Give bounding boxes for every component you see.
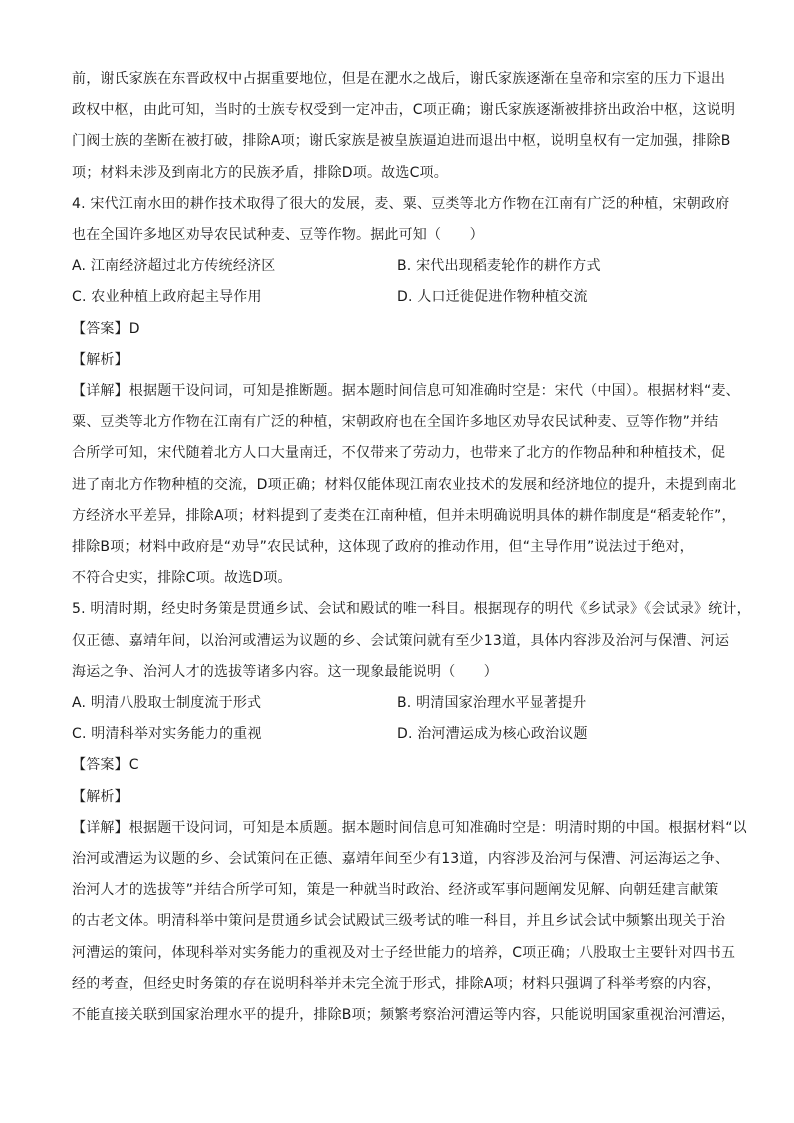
option-a: A. 江南经济超过北方传统经济区: [72, 258, 276, 275]
question-stem: 仅正德、嘉靖年间，以治河或漕运为议题的乡、会试策问就有至少13道，具体内容涉及治河与保漕、河运: [72, 632, 730, 649]
detail-line: 方经济水平差异，排除A项；材料提到了麦类在江南种植，但并未明确说明具体的耕作制度是“稻麦轮作”，: [72, 507, 736, 524]
question-4: [72, 189, 740, 595]
options-grid: [72, 688, 732, 750]
option-b: B. 明清国家治理水平显著提升: [397, 695, 587, 712]
text-line: 前，谢氏家族在东晋政权中占据重要地位，但是在淝水之战后，谢氏家族逐渐在皇帝和宗室的压力下退出: [72, 71, 726, 87]
option-c: C. 农业种植上政府起主导作用: [72, 289, 262, 306]
option-d: D. 人口迁徙促进作物种植交流: [397, 289, 588, 306]
detail-line: 不能直接关联到国家治理水平的提升，排除B项；频繁考察治河漕运等内容，只能说明国家重视治河漕运，: [72, 1007, 736, 1024]
option-c: C. 明清科举对实务能力的重视: [72, 726, 262, 743]
detail-line: 合所学可知，宋代随着北方人口大量南迁，不仅带来了劳动力，也带来了北方的作物品种和种植技术，促: [72, 445, 726, 462]
analysis-label: 【解析】: [72, 351, 129, 368]
detail-line: 经的考查，但经史时务策的存在说明科举并未完全流于形式，排除A项；材料只强调了科举考察的内容，: [72, 975, 721, 992]
answer-label: 【答案】D: [72, 320, 140, 337]
options-grid: [72, 251, 732, 313]
question-3-analysis-tail: [72, 64, 736, 189]
answer-label: 【答案】C: [72, 757, 139, 774]
detail-line: 不符合史实，排除C项。故选D项。: [72, 570, 292, 587]
detail-line: 【详解】根据题干设问词，可知是推断题。据本题时间信息可知准确时空是：宋代（中国）。根据材料“麦、: [72, 383, 740, 400]
question-stem: 4. 宋代江南水田的耕作技术取得了很大的发展，麦、粟、豆类等北方作物在江南有广泛的种植，宋朝政府: [72, 195, 730, 212]
question-stem: 也在全国许多地区劝导农民试种麦、豆等作物。据此可知（ ）: [72, 227, 484, 244]
detail-line: 【详解】根据题干设问词，可知是本质题。据本题时间信息可知准确时空是：明清时期的中国。根据材料“以: [72, 819, 747, 836]
detail-line: 的古老文体。明清科举中策问是贯通乡试会试殿试三级考试的唯一科目，并且乡试会试中频繁出现关于治: [72, 913, 726, 930]
detail-line: 治河人才的选拔等”并结合所学可知，策是一种就当时政治、经济或军事问题阐发见解、向朝廷建言献策: [72, 882, 719, 899]
detail-line: 进了南北方作物种植的交流，D项正确；材料仅能体现江南农业技术的发展和经济地位的提升，未提到南北: [72, 476, 737, 493]
option-b: B. 宋代出现稻麦轮作的耕作方式: [397, 258, 601, 275]
document-page: [72, 64, 751, 1031]
text-line: 项；材料未涉及到南北方的民族矛盾，排除D项。故选C项。: [72, 164, 448, 181]
question-stem: 海运之争、治河人才的选拔等诸多内容。这一现象最能说明（ ）: [72, 663, 498, 680]
detail-line: 粟、豆类等北方作物在江南有广泛的种植，宋朝政府也在全国许多地区劝导农民试种麦、豆等作物”并结: [72, 414, 719, 431]
question-5: [72, 594, 751, 1031]
option-d: D. 治河漕运成为核心政治议题: [397, 726, 588, 743]
detail-line: 排除B项；材料中政府是“劝导”农民试种，这体现了政府的推动作用，但“主导作用”说法过于绝对，: [72, 539, 694, 556]
text-line: 门阀士族的垄断在被打破，排除A项；谢氏家族是被皇族逼迫进而退出中枢，说明皇权有一定加强，排除B: [72, 133, 731, 150]
question-stem: 5. 明清时期，经史时务策是贯通乡试、会试和殿试的唯一科目。根据现存的明代《乡试录》《会试录》统计，: [72, 601, 751, 618]
option-a: A. 明清八股取士制度流于形式: [72, 695, 262, 712]
detail-line: 治河或漕运为议题的乡、会试策问在正德、嘉靖年间至少有13道，内容涉及治河与保漕、河运海运之争、: [72, 851, 730, 868]
text-line: 政权中枢，由此可知，当时的士族专权受到一定冲击，C项正确；谢氏家族逐渐被排挤出政治中枢，这说明: [72, 102, 736, 119]
detail-line: 河漕运的策问，体现科举对实务能力的重视及对士子经世能力的培养，C项正确；八股取士主要针对四书五: [72, 944, 736, 961]
analysis-label: 【解析】: [72, 788, 129, 805]
